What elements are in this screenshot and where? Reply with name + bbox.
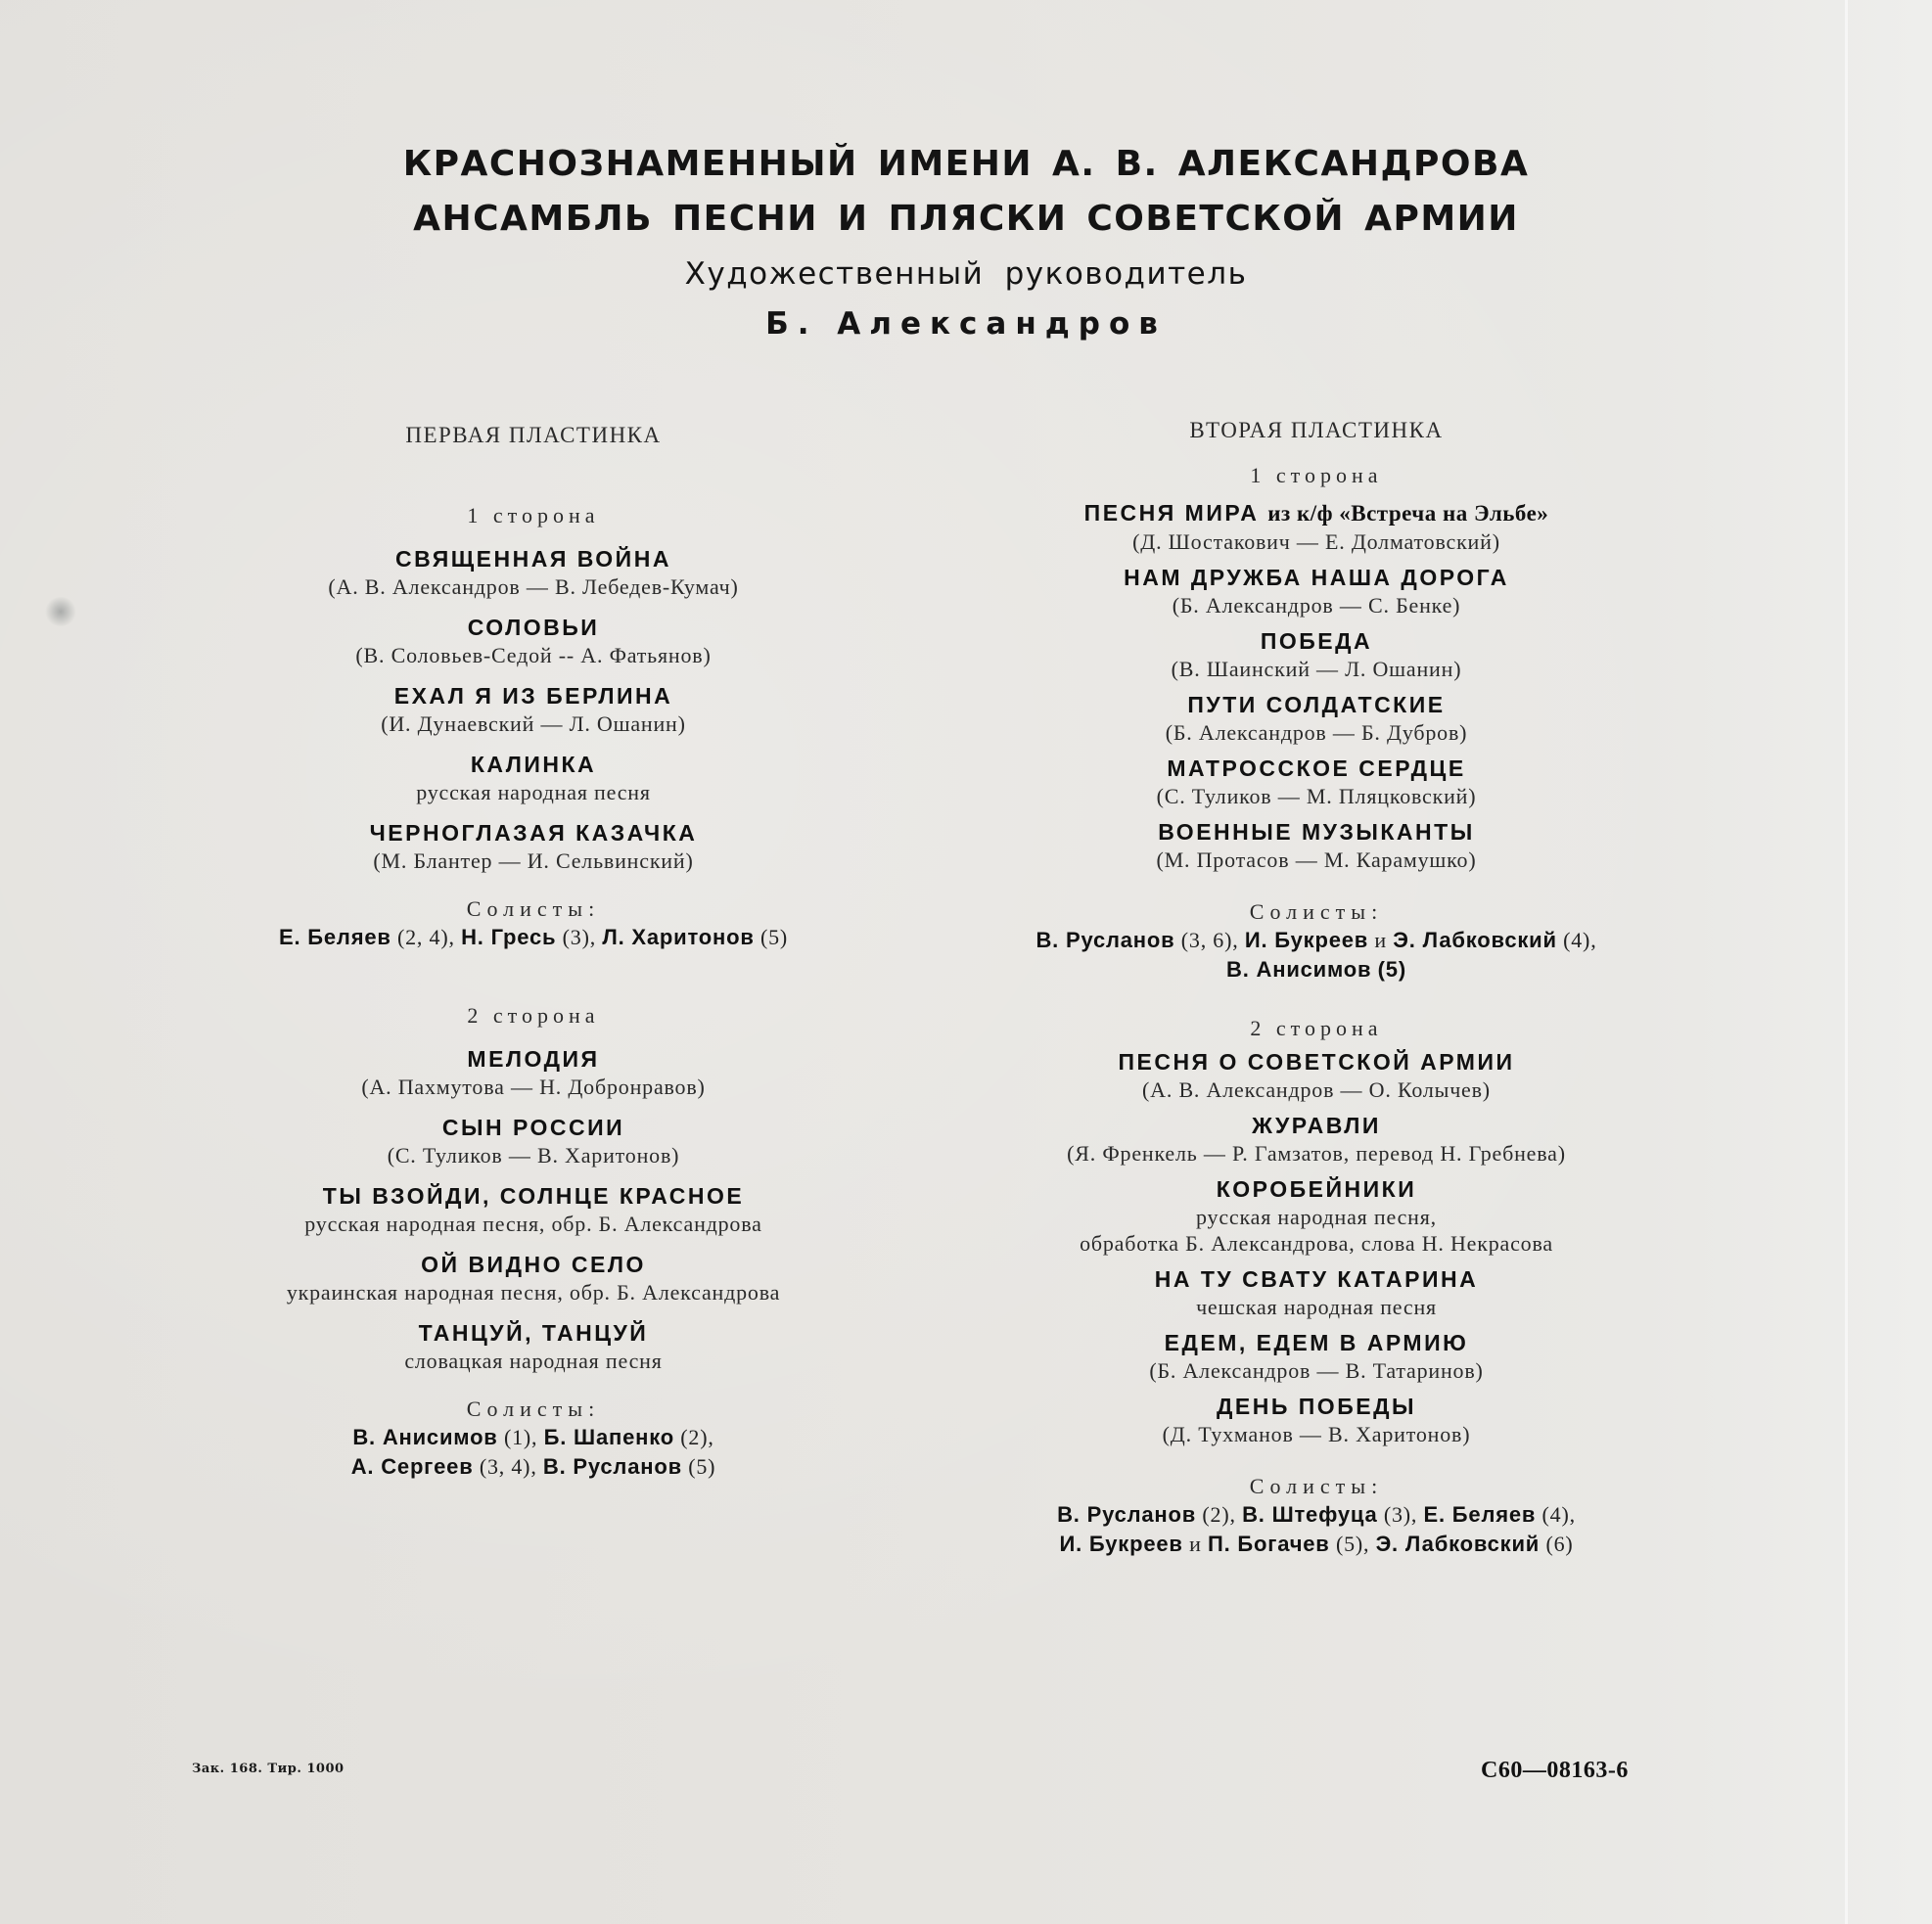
- soloist-tracks: (5): [759, 925, 789, 949]
- soloist-tracks: (5): [1377, 957, 1406, 982]
- soloists-line: В. Русланов (3, 6), И. Букреев и Э. Лабковский (4),: [1035, 928, 1597, 952]
- track-title: ТЫ ВЗОЙДИ, СОЛНЦЕ КРАСНОЕ: [322, 1183, 745, 1209]
- track-item: [940, 1392, 1693, 1447]
- track-credit: русская народная песня,: [1196, 1205, 1437, 1229]
- track-credit: (Б. Александров — Б. Дубров): [1165, 720, 1468, 745]
- track-item: [147, 613, 920, 668]
- track-title: КАЛИНКА: [470, 752, 597, 777]
- director-name: Б. Александров: [765, 306, 1167, 342]
- soloists-block: [940, 898, 1693, 985]
- soloist-tracks: (6): [1545, 1532, 1574, 1556]
- soloists-line: В. Анисимов (1), Б. Шапенко (2),: [352, 1425, 714, 1449]
- track-title: НА ТУ СВАТУ КАТАРИНА: [1154, 1266, 1479, 1292]
- track-credit: (Я. Френкель — Р. Гамзатов, перевод Н. Гребнева): [1067, 1141, 1566, 1166]
- track-title: КОРОБЕЙНИКИ: [1216, 1176, 1417, 1202]
- track-title: НАМ ДРУЖБА НАША ДОРОГА: [1124, 565, 1509, 590]
- track-credit: чешская народная песня: [1196, 1295, 1437, 1319]
- paper-stain: [44, 597, 77, 626]
- track-credit: (В. Соловьев-Седой -- А. Фатьянов): [355, 643, 712, 667]
- track-item: [940, 690, 1693, 746]
- soloist-name: А. Сергеев: [350, 1454, 474, 1479]
- soloist-name: И. Букреев: [1059, 1532, 1183, 1556]
- track-credit: (Б. Александров — В. Татаринов): [1149, 1358, 1484, 1383]
- track-title: ПОБЕДА: [1260, 628, 1373, 654]
- soloists-label: Солисты:: [466, 1397, 601, 1421]
- track-credit: (А. В. Александров — В. Лебедев-Кумач): [328, 574, 739, 599]
- track-credit: (М. Протасов — М. Карамушко): [1156, 847, 1477, 872]
- soloist-name: Э. Лабковский: [1393, 928, 1557, 952]
- soloist-tracks: (2): [680, 1425, 709, 1449]
- track-item: [147, 1250, 920, 1306]
- track-credit: (М. Блантер — И. Сельвинский): [373, 848, 694, 873]
- track-title: ДЕНЬ ПОБЕДЫ: [1217, 1394, 1416, 1419]
- track-item: [940, 1047, 1693, 1103]
- track-credit-line-2: обработка Б. Александрова, слова Н. Некрасова: [1080, 1231, 1553, 1256]
- track-credit: (Б. Александров — С. Бенке): [1172, 593, 1461, 618]
- track-title: СВЯЩЕННАЯ ВОЙНА: [395, 546, 671, 572]
- soloist-join: и: [1189, 1532, 1202, 1556]
- track-title: ОЙ ВИДНО СЕЛО: [421, 1252, 646, 1277]
- soloists-line: [940, 955, 1693, 985]
- track-title: ТАНЦУЙ, ТАНЦУЙ: [418, 1320, 649, 1346]
- soloists-label: Солисты:: [1249, 899, 1384, 924]
- disc-2-column: [940, 416, 1693, 1559]
- director-label: Художественный руководитель: [684, 256, 1248, 292]
- soloist-name: В. Анисимов: [1226, 957, 1372, 982]
- track-title: ЕХАЛ Я ИЗ БЕРЛИНА: [393, 683, 673, 709]
- track-title: ЕДЕМ, ЕДЕМ В АРМИЮ: [1164, 1330, 1469, 1355]
- track-item: [147, 681, 920, 737]
- track-title: СОЛОВЬИ: [467, 615, 600, 640]
- soloist-tracks: (4): [1541, 1502, 1570, 1527]
- track-title: ЖУРАВЛИ: [1252, 1113, 1381, 1138]
- track-credit: (А. Пахмутова — Н. Добронравов): [361, 1075, 706, 1099]
- soloist-name: В. Русланов: [542, 1454, 682, 1479]
- track-credit: (Д. Шостакович — Е. Долматовский): [1132, 529, 1500, 554]
- soloist-tracks: (1): [503, 1425, 532, 1449]
- track-credit: (Д. Тухманов — В. Харитонов): [1162, 1422, 1471, 1446]
- track-credit: (А. В. Александров — О. Колычев): [1142, 1077, 1491, 1102]
- track-item: [940, 1328, 1693, 1384]
- ensemble-title-line-1: КРАСНОЗНАМЕННЫЙ ИМЕНИ А. В. АЛЕКСАНДРОВА: [402, 144, 1530, 184]
- soloists-line: А. Сергеев (3, 4), В. Русланов (5): [350, 1454, 716, 1479]
- soloist-name: И. Букреев: [1244, 928, 1369, 952]
- track-item: [147, 1044, 920, 1100]
- disc-1-side-1-label: 1 сторона: [467, 503, 600, 527]
- track-title: МАТРОССКОЕ СЕРДЦЕ: [1167, 756, 1466, 781]
- soloists-line: В. Русланов (2), В. Штефуца (3), Е. Беляев (4),: [1057, 1502, 1576, 1527]
- track-title: СЫН РОССИИ: [441, 1115, 625, 1140]
- soloists-block: [147, 895, 920, 952]
- track-credit: русская народная песня: [416, 780, 651, 804]
- track-item: [147, 544, 920, 600]
- track-title-extra: из к/ф «Встреча на Эльбе»: [1267, 501, 1549, 526]
- soloists-label: Солисты:: [1249, 1474, 1384, 1498]
- track-credit: (С. Туликов — В. Харитонов): [387, 1143, 680, 1168]
- disc-1-column: [147, 421, 920, 1482]
- soloist-name: В. Русланов: [1035, 928, 1175, 952]
- ensemble-title-line-2: АНСАМБЛЬ ПЕСНИ И ПЛЯСКИ СОВЕТСКОЙ АРМИИ: [413, 199, 1519, 239]
- disc-2-side-1-label: 1 сторона: [1250, 463, 1383, 487]
- soloist-tracks: (3): [1383, 1502, 1411, 1527]
- soloist-tracks: (5): [1335, 1532, 1363, 1556]
- track-item: [147, 818, 920, 874]
- track-item: [940, 498, 1693, 555]
- soloists-block: [940, 1473, 1693, 1559]
- soloist-name: Б. Шапенко: [543, 1425, 674, 1449]
- track-title: ЧЕРНОГЛАЗАЯ КАЗАЧКА: [369, 820, 698, 846]
- soloist-name: Е. Беляев: [1423, 1502, 1537, 1527]
- soloist-tracks: (3): [562, 925, 590, 949]
- soloist-name: В. Штефуца: [1242, 1502, 1378, 1527]
- soloist-name: Э. Лабковский: [1375, 1532, 1541, 1556]
- header: [0, 137, 1932, 348]
- disc-1-title: ПЕРВАЯ ПЛАСТИНКА: [405, 423, 662, 447]
- soloist-tracks: (2, 4): [397, 925, 449, 949]
- track-item: [940, 626, 1693, 682]
- soloist-tracks: (5): [688, 1454, 716, 1479]
- track-item: [147, 1318, 920, 1374]
- soloist-name: П. Богачев: [1207, 1532, 1330, 1556]
- track-title: МЕЛОДИЯ: [467, 1046, 600, 1072]
- soloists-line: Е. Беляев (2, 4), Н. Гресь (3), Л. Харитонов (5): [278, 925, 789, 949]
- track-credit: (И. Дунаевский — Л. Ошанин): [381, 711, 686, 736]
- soloist-name: В. Русланов: [1057, 1502, 1197, 1527]
- soloist-tracks: (3, 4): [479, 1454, 531, 1479]
- track-credit: русская народная песня, обр. Б. Александрова: [304, 1212, 762, 1236]
- track-title: ПЕСНЯ МИРА: [1083, 500, 1260, 526]
- soloists-block: [147, 1396, 920, 1482]
- track-credit: (С. Туликов — М. Пляцковский): [1156, 784, 1477, 808]
- track-title: ВОЕННЫЕ МУЗЫКАНТЫ: [1158, 819, 1475, 845]
- track-credit: словацкая народная песня: [404, 1349, 663, 1373]
- disc-2-side-2-label: 2 сторона: [1250, 1016, 1383, 1040]
- soloist-name: В. Анисимов: [352, 1425, 498, 1449]
- track-title: ПЕСНЯ О СОВЕТСКОЙ АРМИИ: [1118, 1049, 1515, 1075]
- track-item: [940, 1111, 1693, 1167]
- soloists-line: И. Букреев и П. Богачев (5), Э. Лабковский (6): [1059, 1532, 1574, 1556]
- track-title-row: [940, 498, 1693, 528]
- track-item: [147, 1181, 920, 1237]
- soloist-tracks: (3, 6): [1180, 928, 1233, 952]
- track-item: [147, 750, 920, 805]
- track-item: [940, 1264, 1693, 1320]
- track-item: [940, 563, 1693, 618]
- soloists-label: Солисты:: [466, 896, 601, 921]
- soloist-name: Н. Гресь: [461, 925, 557, 949]
- soloist-tracks: (4): [1563, 928, 1591, 952]
- print-info: Зак. 168. Тир. 1000: [192, 1762, 345, 1776]
- track-item: [147, 1113, 920, 1168]
- disc-2-title: ВТОРАЯ ПЛАСТИНКА: [1189, 418, 1444, 442]
- track-item: [940, 1174, 1693, 1257]
- soloist-name: Е. Беляев: [278, 925, 391, 949]
- soloist-name: Л. Харитонов: [602, 925, 755, 949]
- track-credit: (В. Шаинский — Л. Ошанин): [1171, 657, 1462, 681]
- disc-1-side-2-label: 2 сторона: [467, 1003, 600, 1028]
- catalog-number: С60—08163-6: [1481, 1758, 1629, 1783]
- track-item: [940, 817, 1693, 873]
- track-credit: украинская народная песня, обр. Б. Александрова: [286, 1280, 781, 1305]
- soloist-join: и: [1374, 928, 1387, 952]
- soloist-tracks: (2): [1202, 1502, 1230, 1527]
- track-title: ПУТИ СОЛДАТСКИЕ: [1187, 692, 1446, 717]
- track-item: [940, 754, 1693, 809]
